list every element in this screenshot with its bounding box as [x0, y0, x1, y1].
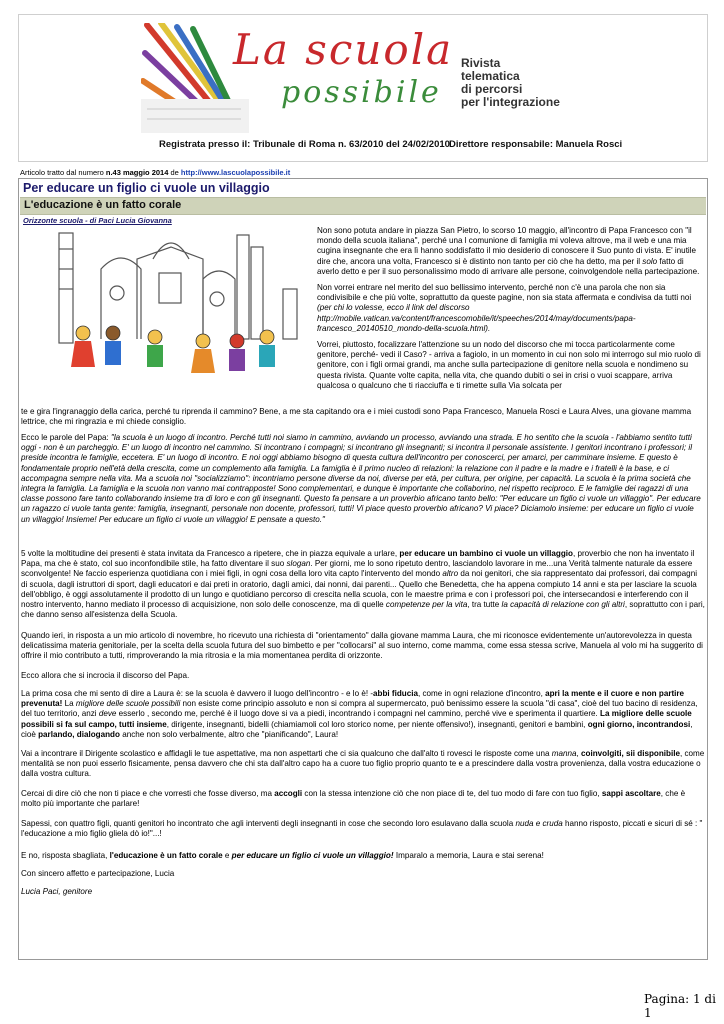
tagline-line: telematica [461, 69, 520, 83]
logo [141, 23, 593, 135]
paragraph-continuation: te e gira l'ingranaggio della carica, perché tu riprenda il cammino? Bene, a me sta capitando ora e i miei custodi sono Papa Francesco, Manuela Rosci e Laura Alves, una giovane mamma lettrice, che mi ringrazia e mi chiede consiglio. [21, 407, 692, 427]
source-line [20, 168, 290, 177]
source-link[interactable]: http://www.lascuolapossibile.it [180, 168, 291, 177]
logo-tagline [461, 57, 601, 109]
paragraph-five-times: 5 volte la moltitudine dei presenti è stata invitata da Francesco a ripetere, che in piazza equivale a urlare, per educare un bambino ci vuole un villaggio, proverbio che non ha inventato il Papa, ma che è stato, col suo inconfondibile stile, ha fatto diventare il suo slogan. Per giorni, me lo sono ripetuto dentro, lasciandolo lavorare in me...una Verità talmente naturale da essere sconvolgente! Ne faccio esperienza quotidiana con i miei figli, in ogni cosa della loro vita capto l'intervento del mondo altro da noi genitori, che sia rappresentato dai professori, dai compagni di scuola, dagli istruttori di sport, dagli educatori e dai preti in oratorio, dagli amici, dai nonni, dai parenti... Quello che Benedetta, che ha appena compiuto 14 anni e sta per lasciare la scuola dell'obbligo, è oggi assolutamente il prodotto di un lungo e quotidiano percorso di crescita nella scuola, con le maestre prima e con i professori poi, che intersecandosi e interferendo con il nostro intervento, hanno mediato il processo di acquisizione, non solo delle conoscenze, ma di quelle competenze per la vita, tra tutte la capacità di relazione con gli altri, soprattutto con i pari, che danno senso all'esistenza della Scuola. [21, 549, 705, 620]
paragraph-risposta: E no, risposta sbagliata, l'educazione è un fatto corale e per educare un figlio ci vuole un villaggio! Imparalo a memoria, Laura e stai serena! [21, 851, 544, 860]
paragraph-advice: La prima cosa che mi sento di dire a Laura è: se la scuola è davvero il luogo dell'incontro - e lo è! -abbi fiducia, come in ogni relazione d'incontro, apri la mente e il cuore e non partire prevenuta! La migliore delle scuole possibili non esiste come principio assoluto e non si compra al supermercato, può benissimo essere la scuola "di casa", cioè del tuo bacino di residenza, del tuo territorio, anzi deve esserlo , secondo me, perché è il luogo dove si va a piedi, incontrando i compagni nel cammino, perché vive e sperimenta il quartiere. La migliore delle scuole possibili si fa sul campo, tutti insieme, dirigente, insegnanti, bidelli (chiamiamoli col loro storico nome, per niente offensivo!), insegnanti, genitori e bambini, ogni giorno, incontrandosi, cioè parlando, dialogando anche non solo verbalmente, altro che "pianificando", Laura! [21, 689, 698, 739]
tagline-line: Rivista [461, 56, 501, 70]
logo-subtitle: possibile [281, 75, 442, 110]
section-title: L'educazione è un fatto corale [24, 199, 182, 211]
director-text: Direttore responsabile: Manuela Rosci [449, 139, 623, 150]
paragraph: Non vorrei entrare nel merito del suo bellissimo intervento, perché non c'è una parola che non sia condivisibile e che più volte, soprattutto da queste pagine, non sia stata affermata e condivisa da tutti noi (per chi lo volesse, ecco il link del discorso http://mobile.vatican.va/content/francescomobile/it/speeches/2014/may/documents/papa-francesco_20140510_mondo-della-scuola.html). [317, 283, 692, 333]
byline: Orizzonte scuola - di Paci Lucia Giovanna [23, 216, 172, 225]
section-bar [20, 197, 706, 215]
logo-title: La scuola [233, 25, 454, 74]
tagline-line: di percorsi [461, 82, 523, 96]
paragraph-laura-request: Quando ieri, in risposta a un mio articolo di novembre, ho ricevuto una richiesta di "orientamento" dalla giovane mamma Laura, che mi riconosce evidentemente un'autorevolezza in questa delicatissima materia genitoriale, per la scelta della scuola futura del suo bimbetto e per "collocarsi" al suo interno, come mamma, come essa stessa scrive, Manuela al volo mi ha suggerito di offrire il mio contributo a tutti, rimproverando la mia ritrosia e la mia momentanea perdita di orizzonte. [21, 631, 703, 661]
signature: Lucia Paci, genitore [21, 887, 93, 896]
paragraph-ascoltare: Cercai di dire ciò che non ti piace e che vorresti che fosse diverso, ma accogli con la stessa intenzione ciò che non piace di te, del tuo modo di fare con tuo figlio, sappi ascoltare, che è molto più importante che parlare! [21, 789, 686, 809]
paragraph-crossing: Ecco allora che si incrocia il discorso del Papa. [21, 671, 190, 680]
paragraph-dirigente: Vai a incontrare il Dirigente scolastico e affidagli le tue aspettative, ma non aspettarti che ci sia qualcuno che dall'alto ti rovesci le risposte come una manna, coinvolgiti, sii disponibile, come mentalità se non puoi esserlo fisicamente, pensa davvero che chi sta dall'altro capo ha a cuore tuo figlio proprio quanto te e a prescindere dalla vostra provenienza, dalla vostra educazione o dalla vostra cultura. [21, 749, 705, 779]
source-prefix: Articolo tratto dal numero [20, 168, 106, 177]
source-issue: n.43 maggio 2014 [105, 168, 169, 177]
source-middle: de [168, 168, 181, 177]
paragraph-pope-quote: Ecco le parole del Papa: "la scuola è un luogo di incontro. Perché tutti noi siamo in cammino, avviando un processo, avviando una strada. E ho sentito che la scuola - l'abbiamo sentito tutti oggi - non è un parcheggio. E' un luogo di incontro nel cammino. Si incontrano i compagni; si incontrano gli insegnanti; si incontra il personale assistente. I genitori incontrano i professori; il preside incontra le famiglie, eccetera. E' un luogo di incontro. E noi oggi abbiamo bisogno di questa cultura dell'incontro per conoscerci, per amarci, per camminare insieme. E questo è fondamentale proprio nell'età della crescita, come un complemento alla famiglia. La famiglia è il primo nucleo di relazioni: la relazione con il padre e la madre e i fratelli è la base, e ci accompagna sempre nella vita. Ma a scuola noi "socializziamo": incontriamo persone diverse da noi, diverse per età, per cultura, per origine, per capacità. La scuola è la prima società che integra la famiglia. La famiglia e la scuola non vanno mai contrapposte! Sono complementari, e dunque è importante che collaborino, nel rispetto reciproco. E le famiglie dei ragazzi di una classe possono fare tanto collaborando insieme tra di loro e con gli insegnanti. Questo fa pensare a un proverbio africano tanto bello: "Per educare un figlio ci vuole un villaggio". Per educare un ragazzo ci vuole tanta gente: famiglia, insegnanti, personale non docente, professori, tutti! Vi piace questo proverbio africano? Vi piace? Diciamolo insieme: per educare un figlio ci vuole un villaggio! Insieme! Per educare un figlio ci vuole un villaggio! E pensate a questo." [21, 433, 701, 524]
article-title: Per educare un figlio ci vuole un villaggio [23, 181, 270, 195]
tagline-line: per l'integrazione [461, 95, 560, 109]
intro-column [317, 226, 703, 397]
child-drawing-image [41, 229, 311, 399]
paragraph: Vorrei, piuttosto, focalizzare l'attenzione su un nodo del discorso che mi tocca particolarmente come genitore, perché- vedi il Caso? - arriva a fagiolo, in un momento in cui non solo mi interrogo sul mio ruolo di genitore, con i figli ormai grandi, ma anche sulla partecipazione di genitore nella scuola e nondimeno su questa rivista. Quante volte capita, nella vita, che quando dubiti o sei in crisi o vuoi scappare, arriva qualcosa o qualcuno che ti riacciuffa e ti rimette sulla Via solcata per [317, 340, 701, 390]
header-banner [18, 14, 708, 162]
page-number: Pagina: 1 di 1 [644, 992, 716, 1020]
paragraph-closing: Con sincero affetto e partecipazione, Lucia [21, 869, 175, 878]
paragraph-quattro-figli: Sapessi, con quattro figli, quanti genitori ho incontrato che agli interventi degli insegnanti in cose che secondo loro esulavano dalla scuola nuda e cruda hanno risposto, piccati e sicuri di sé : " l'educazione a mio figlio gliela dò io!"...! [21, 819, 703, 839]
article [18, 178, 708, 960]
paragraph: Non sono potuta andare in piazza San Pietro, lo scorso 10 maggio, all'incontro di Papa Francesco con "il mondo della scuola italiana", perché una l comunione di famiglia mi voleva altrove, ma il web e una mia cugina insegnante che era lì hanno soddisfatto il mio desiderio di conoscere il Suo punto di vista. E' inutile dire che, ancora una volta, Francesco si è distinto non tanto per ciò che ha detto, ma per il solo fatto di averlo detto e per il suo personalissimo modo di arrivare alle persone, coinvolgendole nella partecipazione. [317, 226, 700, 276]
registration-text: Registrata presso il: Tribunale di Roma n. 63/2010 del 24/02/2010 [159, 139, 450, 150]
